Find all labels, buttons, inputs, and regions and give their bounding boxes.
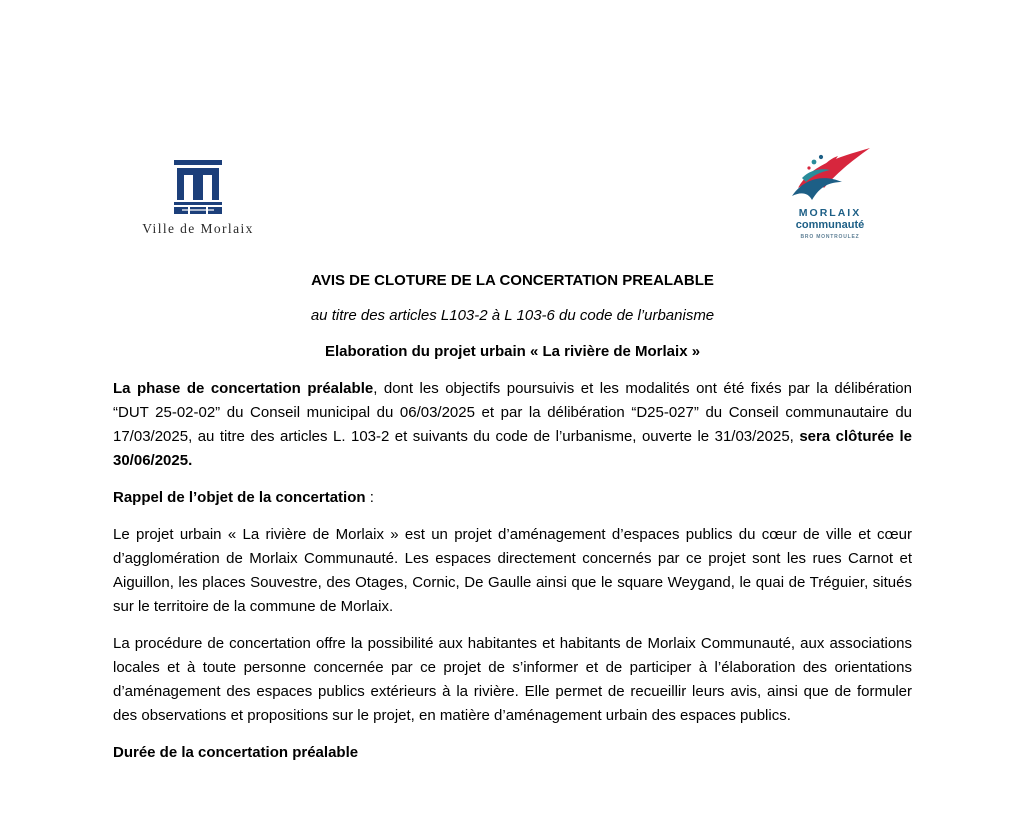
document-title: AVIS DE CLOTURE DE LA CONCERTATION PREALABLE <box>311 272 714 289</box>
rappel-heading-text: Rappel de l’objet de la concertation <box>113 489 366 506</box>
document-subtitle: au titre des articles L103-2 à L 103-6 du code de l’urbanisme <box>310 307 715 324</box>
objet-paragraph: Le projet urbain « La rivière de Morlaix » est un projet d’aménagement d’espaces publics du cœur de ville et cœur d’agglomération de Morlaix Communauté. Les espaces directement concernés par ce projet sont les rues Carnot et Aiguillon, les places Souvestre, des Otages, Cornic, De Gaulle ainsi que le square Weygand, le quai de Tréguier, situés sur le territoire de la commune de Morlaix. <box>113 526 912 615</box>
rappel-heading <box>113 486 912 510</box>
logo-morlaix-text: MORLAIX <box>798 207 862 219</box>
logo-communaute-text: communauté <box>795 219 865 231</box>
document-body <box>113 270 912 778</box>
intro-closing-date: sera clôturée le 30/06/2025. <box>113 428 913 469</box>
logo-bro-montroulez-text: BRO MONTROULEZ <box>800 234 860 240</box>
duree-heading: Durée de la concertation préalable <box>113 744 359 761</box>
morlaix-emblem-icon <box>174 160 222 214</box>
rappel-heading-suffix: : <box>365 489 374 506</box>
procedure-paragraph: La procédure de concertation offre la possibilité aux habitantes et habitants de Morlaix Communauté, aux associations locales et à toute personne concernée par ce projet de s’informer et de participer à l’élaboration des orientations d’aménagement des espaces publics extérieurs à la rivière. Elle permet de recueillir leurs avis, ainsi que de formuler des observations et propositions sur le projet, en matière d’aménagement urbain des espaces publics. <box>113 635 912 724</box>
intro-paragraph <box>113 377 912 473</box>
morlaix-communaute-swoosh-icon <box>790 148 872 206</box>
ville-de-morlaix-logo <box>118 160 278 240</box>
ville-de-morlaix-name: Ville de Morlaix <box>142 221 254 236</box>
intro-text: , dont les objectifs poursuivis et les modalités ont été fixés par la délibération “DUT 25-02-02” du Conseil municipal du 06/03/2025 et par la délibération “D25-027” du Conseil communautaire du 17/03/2025, au titre des articles L. 103-2 et suivants du code de l’urbanisme, ouverte le 31/03/2025, <box>113 380 912 445</box>
morlaix-communaute-logo <box>780 148 880 248</box>
project-title: Elaboration du projet urbain « La rivière de Morlaix » <box>324 343 701 360</box>
intro-bold-start: La phase de concertation préalable <box>113 380 374 397</box>
